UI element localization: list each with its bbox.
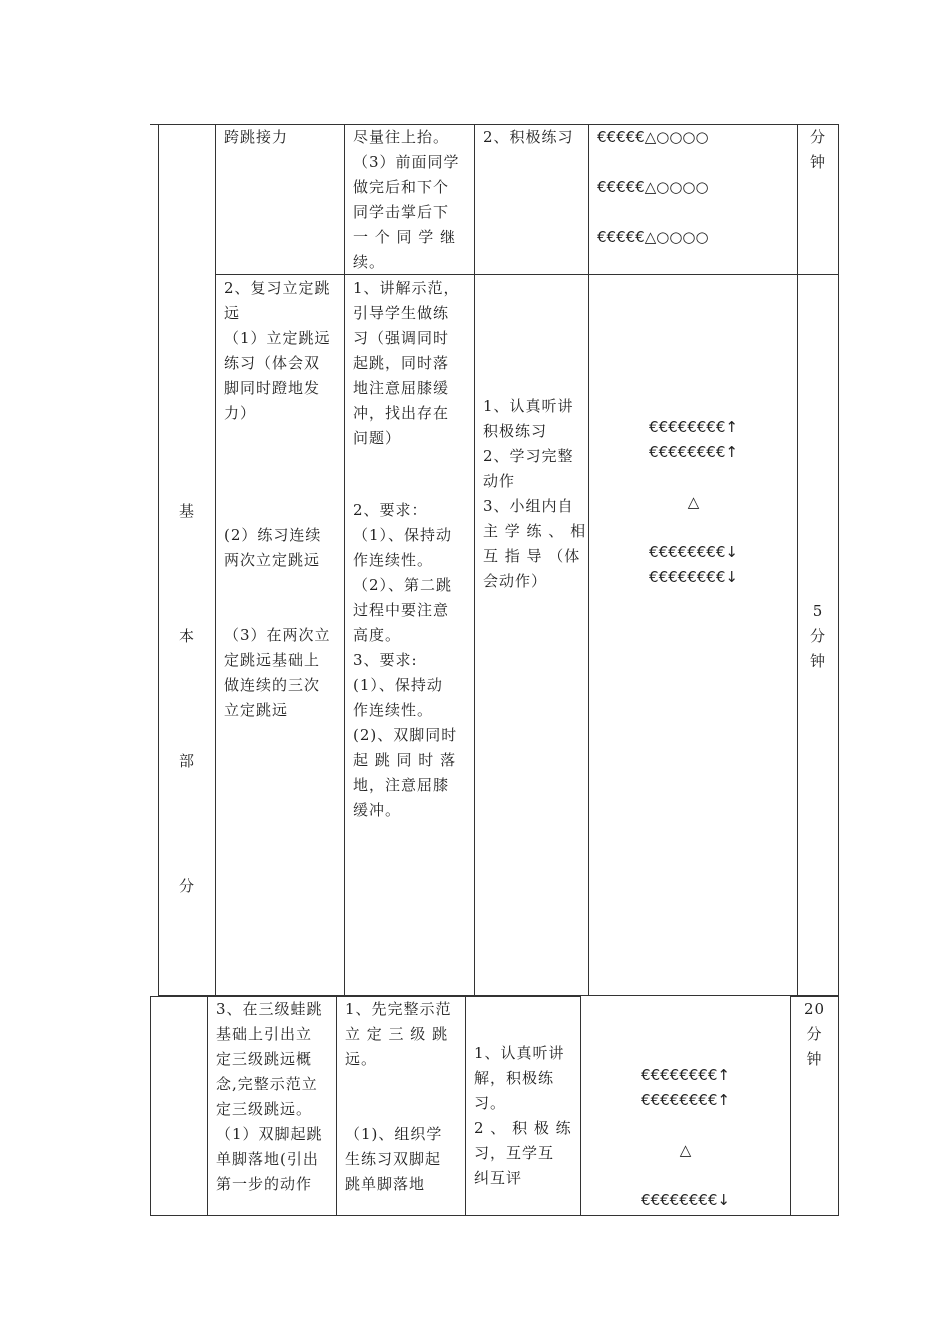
row2-student-cell: [483, 394, 587, 594]
table2-right-border: [838, 996, 839, 1216]
table2-content-cell: [216, 997, 330, 1197]
formation-row: €€€€€△○○○○: [597, 228, 709, 246]
table1-right-border: [838, 124, 839, 996]
row2-content-line: 定跳远基础上: [224, 651, 321, 669]
row2-time-cell: [798, 599, 838, 674]
table1-row-divider: [215, 274, 838, 275]
formation-row: €€€€€€€€↑: [641, 1091, 730, 1109]
row1-method-line: （3）前面同学: [353, 153, 460, 171]
row2-method-line: 地注意屈膝缓: [353, 379, 450, 397]
table2-col-divider: [336, 996, 337, 1216]
table2-formation-cell: [582, 1063, 789, 1213]
row2-method-line: 引导学生做练: [353, 304, 450, 322]
row2-method-line: （1）、保持动: [353, 526, 453, 544]
row2-method-line: 起 跳 同 时 落: [353, 751, 457, 769]
triangle-symbol: △: [679, 1141, 692, 1159]
row1-method-line: 续。: [353, 253, 386, 271]
section-label-bu: 部: [179, 752, 195, 770]
row2-content-line: （1）立定跳远: [224, 329, 331, 347]
formation-row: €€€€€€€€↑: [641, 1066, 730, 1084]
formation-row: €€€€€€€€↓: [649, 543, 738, 561]
row2-method-line: 问题）: [353, 429, 402, 447]
row2-method-line: （2）、第二跳: [353, 576, 453, 594]
table2-method-line: （1)、组织学: [345, 1125, 443, 1143]
table2-student-line: 1、认真听讲: [474, 1044, 565, 1062]
row2-method-line: (1）、保持动: [353, 676, 443, 694]
row2-method-line: 地，注意屈膝: [353, 776, 450, 794]
row2-method-line: 2、要求：: [353, 501, 428, 519]
row2-method-line: 作连续性。: [353, 551, 434, 569]
table2-col-divider: [580, 996, 581, 1216]
table2-method-line: 跳单脚落地: [345, 1175, 426, 1193]
row2-method-line: (2)、双脚同时: [353, 726, 458, 744]
row2-method-line: 1、讲解示范，: [353, 279, 460, 297]
row2-method-line: 过程中要注意: [353, 601, 450, 619]
formation-row: €€€€€€€€↓: [649, 568, 738, 586]
row1-content-cell: [224, 125, 339, 150]
row2-student-line: 会动作）: [483, 572, 548, 590]
row2-method-line: 冲，找出存在: [353, 404, 450, 422]
row2-method-line: 作连续性。: [353, 701, 434, 719]
section-label-fen: 分: [179, 877, 195, 895]
section-label-ben: 本: [179, 627, 195, 645]
row1-time-cell: [798, 125, 838, 175]
table2-student-line: 解，积极练: [474, 1069, 555, 1087]
row2-content-b: [224, 523, 339, 573]
table2-bottom-border: [150, 1215, 838, 1216]
table2-col-divider: [465, 996, 466, 1216]
time-text: 分: [806, 1025, 823, 1043]
table2-student-line: 2 、 积 极 练: [474, 1119, 572, 1137]
row2-method-line: 起跳，同时落: [353, 354, 450, 372]
formation-row: €€€€€€€€↓: [641, 1191, 730, 1209]
table1-col-divider: [215, 124, 216, 996]
section-label-ji: 基: [179, 502, 195, 520]
time-text: 5: [812, 602, 824, 620]
table2-content-line: 念,完整示范立: [216, 1075, 318, 1093]
row2-student-line: 主 学 练 、 相: [483, 522, 587, 540]
time-text: 钟: [806, 1050, 823, 1068]
table2-time-cell: [791, 997, 838, 1072]
time-text: 分: [809, 128, 826, 146]
table2-student-cell: [474, 1041, 574, 1191]
row2-content-c: [224, 623, 339, 723]
time-text: 20: [803, 1000, 826, 1018]
formation-row: €€€€€△○○○○: [597, 178, 709, 196]
row2-student-line: 2、学习完整: [483, 447, 574, 465]
row2-content-a: [224, 276, 339, 426]
row2-method-line: 缓冲。: [353, 801, 402, 819]
row2-formation-cell: [590, 415, 797, 590]
table1-col-divider: [588, 124, 589, 996]
row1-method-line: 一 个 同 学 继: [353, 228, 457, 246]
table2-student-line: 习，互学互: [474, 1144, 555, 1162]
table1-col-divider: [797, 124, 798, 996]
row1-content-line: 跨跳接力: [224, 128, 289, 146]
table2-left-border: [150, 996, 151, 1216]
row1-student-line: 2、积极练习: [483, 128, 574, 146]
formation-row: €€€€€△○○○○: [597, 128, 709, 146]
row2-student-line: 互 指 导 （体: [483, 547, 581, 565]
row2-content-line: 做连续的三次: [224, 676, 321, 694]
row2-content-line: 立定跳远: [224, 701, 289, 719]
row1-method-cell: [353, 125, 468, 275]
row2-method-line: 习（强调同时: [353, 329, 450, 347]
table2-content-line: 第一步的动作: [216, 1175, 313, 1193]
table2-content-line: 3、在三级蛙跳: [216, 1000, 323, 1018]
row2-method-b: [353, 498, 468, 823]
row2-student-line: 3、小组内自: [483, 497, 574, 515]
table2-content-line: 基础上引出立: [216, 1025, 313, 1043]
time-text: 钟: [809, 153, 826, 171]
table2-method-a: [345, 997, 459, 1072]
row2-method-a: [353, 276, 468, 451]
table2-student-line: 纠互评: [474, 1169, 523, 1187]
table2-method-line: 立 定 三 级 跳: [345, 1025, 449, 1043]
formation-row: €€€€€€€€↑: [649, 443, 738, 461]
row2-method-line: 3、要求:: [353, 651, 418, 669]
table1-col-divider: [344, 124, 345, 996]
row1-method-line: 做完后和下个: [353, 178, 450, 196]
table2-content-line: 定三级跳远概: [216, 1050, 313, 1068]
table2-student-line: 习。: [474, 1094, 507, 1112]
formation-row: €€€€€€€€↑: [649, 418, 738, 436]
time-text: 分: [809, 627, 826, 645]
triangle-symbol: △: [687, 493, 700, 511]
table2-content-line: 单脚落地(引出: [216, 1150, 319, 1168]
row2-student-line: 积极练习: [483, 422, 548, 440]
row2-method-line: 高度。: [353, 626, 402, 644]
row1-student-cell: [483, 125, 583, 150]
row2-student-line: 动作: [483, 472, 516, 490]
table1-col-divider: [474, 124, 475, 996]
row2-content-line: 脚同时蹬地发: [224, 379, 321, 397]
row2-content-line: 远: [224, 304, 241, 322]
row1-method-line: 尽量往上抬。: [353, 128, 450, 146]
table2-content-line: （1）双脚起跳: [216, 1125, 323, 1143]
row1-method-line: 同学击掌后下: [353, 203, 450, 221]
row2-content-line: 力）: [224, 404, 257, 422]
table2-method-b: [345, 1122, 459, 1197]
row2-content-line: 两次立定跳远: [224, 551, 321, 569]
row2-content-line: 2、复习立定跳: [224, 279, 331, 297]
row2-content-line: (2）练习连续: [224, 526, 322, 544]
table2-method-line: 远。: [345, 1050, 378, 1068]
row1-formation-cell: [597, 125, 792, 250]
table2-col-divider: [207, 996, 208, 1216]
table2-method-line: 1、先完整示范: [345, 1000, 452, 1018]
table2-content-line: 定三级跳远。: [216, 1100, 313, 1118]
table1-left-border: [158, 124, 159, 996]
row2-student-line: 1、认真听讲: [483, 397, 574, 415]
time-text: 钟: [809, 652, 826, 670]
row2-content-line: （3）在两次立: [224, 626, 331, 644]
table1-tick-line: [150, 124, 158, 125]
row2-content-line: 练习（体会双: [224, 354, 321, 372]
table2-method-line: 生练习双脚起: [345, 1150, 442, 1168]
